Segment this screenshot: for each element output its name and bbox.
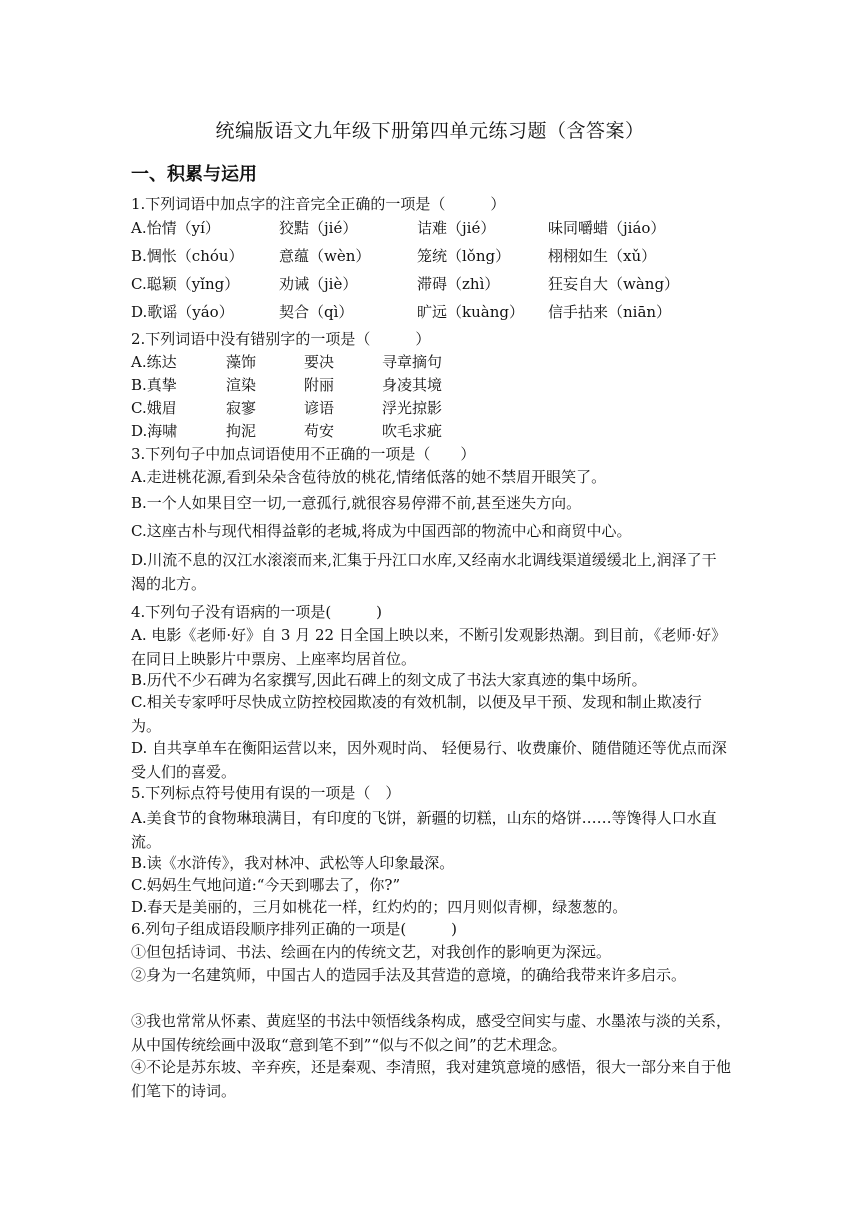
q6-sentence-3: ③我也常常从怀素、黄庭坚的书法中领悟线条构成，感受空间实与虚、水墨浓与淡的关系，从中国传统绘画中汲取“意到笔不到”“似与不似之间”的艺术理念。 (131, 1012, 732, 1054)
document-title: 统编版语文九年级下册第四单元练习题（含答案） (215, 120, 645, 142)
question-4-stem: 4.下列句子没有语病的一项是( ) (131, 603, 383, 621)
q6-sentence-4: ④不论是苏东坡、辛弃疾，还是秦观、李清照，我对建筑意境的感悟，很大一部分来自于他们笔下的诗词。 (131, 1058, 732, 1100)
q1-option-c-word2: 劝诫（jiè） (279, 275, 358, 293)
q1-option-b-word1: B.惆怅（chóu） (131, 247, 244, 265)
question-3-stem: 3.下列句子中加点词语使用不正确的一项是（ ） (131, 445, 476, 463)
q1-option-d-word1: D.歌谣（yáo） (131, 303, 234, 321)
q1-option-d-word3: 旷远（kuàng） (417, 303, 524, 321)
q2-option-d-word3: 苟安 (304, 422, 335, 440)
q2-option-a-word4: 寻章摘句 (382, 353, 443, 371)
q5-option-a: A.美食节的食物琳琅满目，有印度的飞饼，新疆的切糕，山东的烙饼……等馋得人口水直流。 (131, 809, 717, 851)
q2-option-c-word3: 谚语 (304, 399, 335, 417)
q1-option-c-word4: 狂妄自大（wàng） (548, 275, 680, 293)
q1-option-b-word2: 意蕴（wèn） (279, 247, 371, 265)
q2-option-a-word1: A.练达 (131, 353, 177, 371)
q2-option-d-word2: 拘泥 (226, 422, 257, 440)
q2-option-c-word4: 浮光掠影 (382, 399, 443, 417)
q1-option-b-word3: 笼统（lǒng） (417, 247, 511, 265)
q4-option-b: B.历代不少石碑为名家撰写,因此石碑上的刻文成了书法大家真迹的集中场所。 (131, 671, 647, 689)
q4-option-c: C.相关专家呼吁尽快成立防控校园欺凌的有效机制，以便及早干预、发现和制止欺凌行为。 (131, 693, 702, 735)
q1-option-a-word3: 诘难（jié） (417, 219, 496, 237)
q1-option-a-word2: 狡黠（jié） (279, 219, 358, 237)
q1-option-d-word2: 契合（qì） (279, 303, 354, 321)
q2-option-c-word2: 寂寥 (226, 399, 257, 417)
question-6-stem: 6.列句子组成语段顺序排列正确的一项是( ) (131, 920, 458, 938)
q5-option-b: B.读《水浒传》，我对林冲、武松等人印象最深。 (131, 854, 455, 872)
q2-option-b-word3: 附丽 (304, 376, 335, 394)
question-5-stem: 5.下列标点符号使用有误的一项是（ ） (131, 784, 401, 802)
q3-option-c: C.这座古朴与现代相得益彰的老城,将成为中国西部的物流中心和商贸中心。 (131, 522, 632, 540)
q2-option-b-word2: 渲染 (226, 376, 257, 394)
q4-option-d: D. 自共享单车在衡阳运营以来，因外观时尚、 轻便易行、收费廉价、随借随还等优点而深受人们的喜爱。 (131, 739, 727, 781)
q1-option-c-word1: C.聪颖（yǐng） (131, 275, 240, 293)
q3-option-b: B.一个人如果目空一切,一意孤行,就很容易停滞不前,甚至迷失方向。 (131, 494, 582, 512)
q2-option-b-word4: 身凌其境 (382, 376, 443, 394)
q5-option-c: C.妈妈生气地问道:“今天到哪去了，你?” (131, 876, 401, 894)
section-heading: 一、积累与运用 (131, 164, 257, 185)
q2-option-a-word3: 要决 (304, 353, 335, 371)
q3-option-d: D.川流不息的汉江水滚滚而来,汇集于丹江口水库,又经南水北调线渠道缓缓北上,润泽了干渴的北方。 (131, 551, 717, 593)
q2-option-c-word1: C.娥眉 (131, 399, 177, 417)
q2-option-d-word1: D.海啸 (131, 422, 178, 440)
q1-option-c-word3: 滞碍（zhì） (417, 275, 500, 293)
question-1-stem: 1.下列词语中加点字的注音完全正确的一项是（ ） (131, 195, 506, 213)
q6-sentence-1: ①但包括诗词、书法、绘画在内的传统文艺，对我创作的影响更为深远。 (131, 943, 612, 961)
q3-option-a: A.走进桃花源,看到朵朵含苞待放的桃花,情绪低落的她不禁眉开眼笑了。 (131, 468, 607, 486)
q4-option-a: A. 电影《老师·好》自 3 月 22 日全国上映以来，不断引发观影热潮。到目前，《老师·好》在同日上映影片中票房、上座率均居首位。 (131, 626, 727, 668)
q2-option-b-word1: B.真挚 (131, 376, 177, 394)
question-2-stem: 2.下列词语中没有错别字的一项是（ ） (131, 330, 431, 348)
q1-option-d-word4: 信手拈来（niān） (548, 303, 672, 321)
q1-option-a-word4: 味同嚼蜡（jiáo） (548, 219, 666, 237)
q6-sentence-2: ②身为一名建筑师，中国古人的造园手法及其营造的意境，的确给我带来许多启示。 (131, 966, 687, 984)
q1-option-a-word1: A.怡情（yí） (131, 219, 220, 237)
q1-option-b-word4: 栩栩如生（xǔ） (548, 247, 657, 265)
q5-option-d: D.春天是美丽的，三月如桃花一样，红灼灼的；四月则似青柳，绿葱葱的。 (131, 898, 628, 916)
q2-option-a-word2: 藻饰 (226, 353, 257, 371)
q2-option-d-word4: 吹毛求疵 (382, 422, 443, 440)
